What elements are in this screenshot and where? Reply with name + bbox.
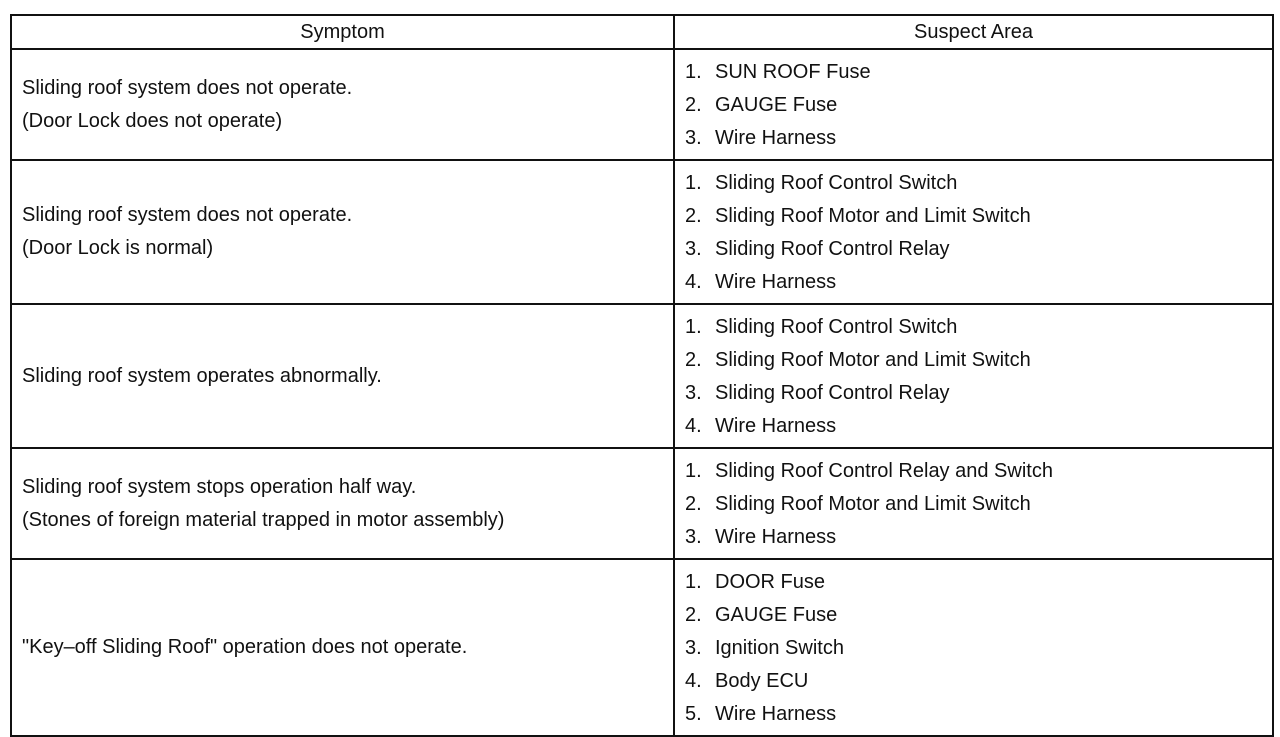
- list-item: [685, 167, 1272, 200]
- list-item: [685, 455, 1272, 488]
- list-item: [685, 56, 1272, 89]
- suspect-area-cell: [674, 49, 1273, 160]
- suspect-area-list: [685, 167, 1272, 299]
- list-item-text: Wire Harness: [715, 526, 837, 548]
- list-item-number: 1.: [685, 571, 702, 593]
- symptom-text: Sliding roof system operates abnormally.: [22, 364, 382, 387]
- suspect-area-list: [685, 566, 1272, 731]
- list-item-text: Sliding Roof Motor and Limit Switch: [715, 205, 1031, 227]
- table-row: [11, 448, 1273, 559]
- suspect-area-cell: [674, 448, 1273, 559]
- list-item-text: Wire Harness: [715, 703, 837, 725]
- list-item-number: 3.: [685, 382, 702, 404]
- suspect-area-column-header: Suspect Area: [674, 15, 1273, 49]
- list-item-text: Ignition Switch: [715, 637, 844, 659]
- troubleshooting-table: [10, 14, 1274, 737]
- symptom-text: (Door Lock does not operate): [22, 109, 283, 132]
- symptom-cell: [11, 160, 674, 304]
- list-item-number: 4.: [685, 415, 702, 437]
- list-item-text: Sliding Roof Control Relay: [715, 382, 950, 404]
- list-item-text: DOOR Fuse: [715, 571, 826, 593]
- list-item-number: 1.: [685, 172, 702, 194]
- symptom-text: Sliding roof system does not operate.: [22, 204, 353, 226]
- list-item: [685, 521, 1272, 554]
- list-item-number: 4.: [685, 670, 702, 692]
- list-item-number: 3.: [685, 238, 702, 260]
- list-item-text: Wire Harness: [715, 415, 837, 437]
- table-row: [11, 304, 1273, 448]
- table-body: [11, 49, 1273, 736]
- list-item: [685, 488, 1272, 521]
- list-item-text: GAUGE Fuse: [715, 604, 838, 626]
- list-item-number: 1.: [685, 460, 702, 482]
- symptom-cell: [11, 304, 674, 448]
- symptom-text: "Key–off Sliding Roof" operation does not operate.: [22, 636, 468, 658]
- symptom-cell: [11, 49, 674, 160]
- symptom-text: (Stones of foreign material trapped in motor assembly): [22, 508, 505, 531]
- list-item: [685, 566, 1272, 599]
- list-item: [685, 344, 1272, 377]
- symptom-column-header: Symptom: [11, 15, 674, 49]
- list-item: [685, 200, 1272, 233]
- symptom-cell: [11, 448, 674, 559]
- list-item-text: Wire Harness: [715, 271, 837, 293]
- list-item-text: Wire Harness: [715, 127, 837, 149]
- list-item-number: 2.: [685, 604, 702, 626]
- list-item-text: Sliding Roof Control Relay: [715, 238, 950, 260]
- list-item: [685, 233, 1272, 266]
- list-item-text: Sliding Roof Motor and Limit Switch: [715, 349, 1031, 371]
- list-item-number: 2.: [685, 94, 702, 116]
- list-item-text: Sliding Roof Control Switch: [715, 172, 958, 194]
- list-item-number: 3.: [685, 637, 702, 659]
- suspect-area-list: [685, 455, 1272, 554]
- list-item-number: 2.: [685, 349, 702, 371]
- list-item-text: SUN ROOF Fuse: [715, 61, 871, 83]
- suspect-area-cell: [674, 304, 1273, 448]
- list-item: [685, 122, 1272, 155]
- list-item-number: 4.: [685, 271, 702, 293]
- symptom-text: (Door Lock is normal): [22, 237, 214, 259]
- list-item: [685, 377, 1272, 410]
- list-item-number: 2.: [685, 493, 702, 515]
- symptom-text: Sliding roof system stops operation half way.: [22, 475, 417, 498]
- list-item: [685, 632, 1272, 665]
- list-item-text: GAUGE Fuse: [715, 94, 838, 116]
- list-item-number: 2.: [685, 205, 702, 227]
- table-row: [11, 49, 1273, 160]
- suspect-area-list: [685, 311, 1272, 443]
- list-item-number: 3.: [685, 526, 702, 548]
- suspect-area-cell: [674, 160, 1273, 304]
- list-item: [685, 665, 1272, 698]
- list-item-number: 1.: [685, 316, 702, 338]
- symptom-text: Sliding roof system does not operate.: [22, 76, 353, 99]
- list-item: [685, 599, 1272, 632]
- list-item-number: 5.: [685, 703, 702, 725]
- table-row: [11, 160, 1273, 304]
- list-item-number: 1.: [685, 61, 702, 83]
- list-item-number: 3.: [685, 127, 702, 149]
- list-item: [685, 89, 1272, 122]
- list-item: [685, 266, 1272, 299]
- list-item-text: Sliding Roof Motor and Limit Switch: [715, 493, 1031, 515]
- suspect-area-list: [685, 56, 1272, 155]
- table-header: [11, 15, 1273, 49]
- list-item: [685, 410, 1272, 443]
- list-item-text: Sliding Roof Control Switch: [715, 316, 958, 338]
- troubleshooting-table-container: [10, 14, 1272, 737]
- list-item-text: Sliding Roof Control Relay and Switch: [715, 460, 1053, 482]
- list-item: [685, 698, 1272, 731]
- list-item-text: Body ECU: [715, 670, 809, 692]
- table-row: [11, 559, 1273, 736]
- header-row: [11, 15, 1273, 49]
- symptom-cell: [11, 559, 674, 736]
- suspect-area-cell: [674, 559, 1273, 736]
- list-item: [685, 311, 1272, 344]
